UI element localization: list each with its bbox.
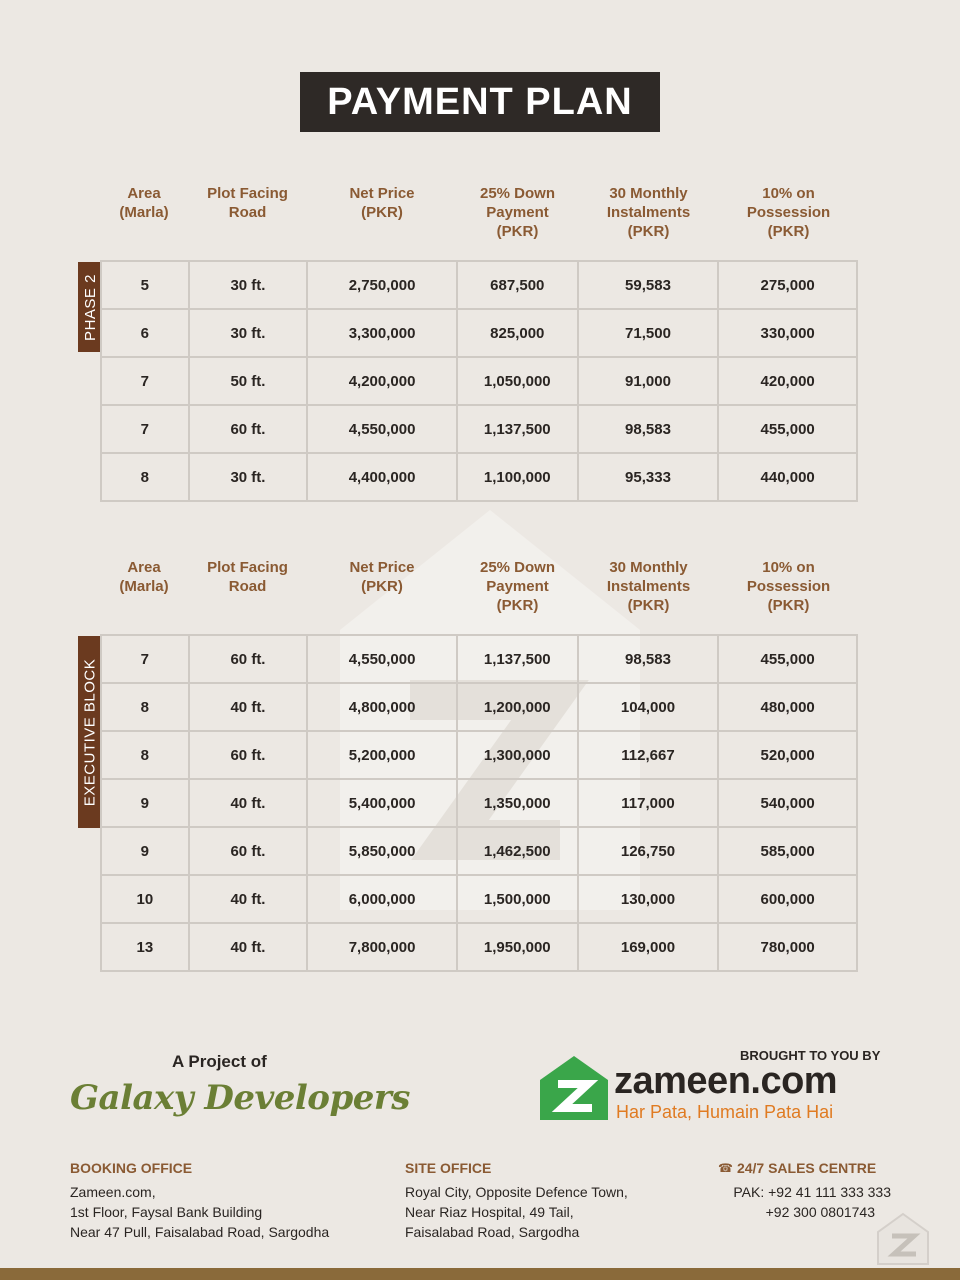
table-cell: 1,200,000 (457, 683, 578, 731)
column-header-road: Plot Facing Road (207, 185, 288, 221)
executive-column-headers (100, 558, 858, 615)
table-cell: 5,400,000 (307, 779, 457, 827)
table-cell: 7 (101, 357, 189, 405)
booking-address-line: 1st Floor, Faysal Bank Building (70, 1204, 263, 1220)
table-cell: 455,000 (718, 405, 857, 453)
table-row (101, 827, 857, 875)
zameen-corner-logo-icon (876, 1212, 930, 1266)
table-cell: 4,800,000 (307, 683, 457, 731)
table-cell: 480,000 (718, 683, 857, 731)
table-cell: 60 ft. (189, 827, 308, 875)
table-cell: 2,750,000 (307, 261, 457, 309)
table-cell: 8 (101, 731, 189, 779)
table-cell: 4,550,000 (307, 405, 457, 453)
table-row (101, 405, 857, 453)
table-cell: 126,750 (578, 827, 719, 875)
table-cell: 600,000 (718, 875, 857, 923)
table-cell: 117,000 (578, 779, 719, 827)
table-cell: 9 (101, 779, 189, 827)
table-cell: 4,550,000 (307, 635, 457, 683)
table-cell: 455,000 (718, 635, 857, 683)
table-cell: 8 (101, 683, 189, 731)
table-cell: 98,583 (578, 635, 719, 683)
table-row (101, 875, 857, 923)
table-cell: 40 ft. (189, 779, 308, 827)
brand-tagline: Har Pata, Humain Pata Hai (616, 1102, 834, 1122)
booking-office-title: BOOKING OFFICE (70, 1160, 193, 1176)
table-cell: 4,400,000 (307, 453, 457, 501)
sales-centre-title: ☎ 24/7 SALES CENTRE (718, 1160, 877, 1176)
executive-block-label: EXECUTIVE BLOCK (78, 636, 102, 828)
booking-office-address (70, 1182, 329, 1242)
table-row (101, 923, 857, 971)
table-cell: 687,500 (457, 261, 578, 309)
column-header-monthly: 30 Monthly Instalments (PKR) (606, 559, 691, 614)
table-cell: 7 (101, 635, 189, 683)
table-cell: 1,137,500 (457, 405, 578, 453)
table-cell: 275,000 (718, 261, 857, 309)
table-cell: 780,000 (718, 923, 857, 971)
developer-name: Galaxy Developers (70, 1078, 410, 1118)
table-cell: 40 ft. (189, 875, 308, 923)
phone-icon: ☎ (718, 1161, 733, 1175)
zameen-logo-icon (540, 1056, 608, 1120)
project-of-text: A Project of (172, 1052, 267, 1071)
column-header-road: Plot Facing Road (207, 559, 288, 595)
table-cell: 6,000,000 (307, 875, 457, 923)
table-cell: 1,050,000 (457, 357, 578, 405)
table-cell: 50 ft. (189, 357, 308, 405)
brand-name: zameen.com (614, 1060, 838, 1102)
table-cell: 13 (101, 923, 189, 971)
table-row (101, 309, 857, 357)
table-cell: 585,000 (718, 827, 857, 875)
column-header-area: Area (Marla) (119, 185, 169, 221)
booking-address-line: Near 47 Pull, Faisalabad Road, Sargodha (70, 1224, 330, 1240)
table-row (101, 731, 857, 779)
table-cell: 330,000 (718, 309, 857, 357)
table-cell: 130,000 (578, 875, 719, 923)
table-cell: 1,500,000 (457, 875, 578, 923)
site-address-line: Near Riaz Hospital, 49 Tail, (405, 1204, 574, 1220)
column-header-area: Area (Marla) (119, 559, 169, 595)
sales-phone-line: PAK: +92 41 111 333 333 (733, 1184, 891, 1200)
booking-address-line: Zameen.com, (70, 1184, 156, 1200)
table-cell: 95,333 (578, 453, 719, 501)
table-cell: 3,300,000 (307, 309, 457, 357)
table-cell: 104,000 (578, 683, 719, 731)
sales-centre-numbers (718, 1182, 891, 1222)
column-header-down-payment: 25% Down Payment (PKR) (479, 185, 555, 240)
table-row (101, 683, 857, 731)
table-cell: 825,000 (457, 309, 578, 357)
table-cell: 520,000 (718, 731, 857, 779)
site-address-line: Faisalabad Road, Sargodha (405, 1224, 580, 1240)
table-cell: 8 (101, 453, 189, 501)
table-cell: 5,200,000 (307, 731, 457, 779)
table-cell: 5,850,000 (307, 827, 457, 875)
table-row (101, 261, 857, 309)
table-cell: 112,667 (578, 731, 719, 779)
column-header-net-price: Net Price (PKR) (349, 559, 415, 595)
site-address-line: Royal City, Opposite Defence Town, (405, 1184, 628, 1200)
table-cell: 169,000 (578, 923, 719, 971)
table-cell: 91,000 (578, 357, 719, 405)
brought-to-you-text: BROUGHT TO YOU BY (740, 1048, 881, 1063)
table-cell: 7 (101, 405, 189, 453)
table-row (101, 357, 857, 405)
column-header-net-price: Net Price (PKR) (349, 185, 415, 221)
table-cell: 30 ft. (189, 453, 308, 501)
table-cell: 6 (101, 309, 189, 357)
table-cell: 1,137,500 (457, 635, 578, 683)
table-cell: 1,350,000 (457, 779, 578, 827)
table-cell: 1,300,000 (457, 731, 578, 779)
phase2-label: PHASE 2 (78, 262, 102, 352)
table-row (101, 635, 857, 683)
site-office-address (405, 1182, 628, 1242)
table-cell: 60 ft. (189, 731, 308, 779)
table-cell: 5 (101, 261, 189, 309)
phase2-column-headers (100, 184, 858, 241)
table-cell: 60 ft. (189, 635, 308, 683)
column-header-down-payment: 25% Down Payment (PKR) (479, 559, 555, 614)
table-cell: 1,462,500 (457, 827, 578, 875)
sales-phone-line: +92 300 0801743 (765, 1204, 875, 1220)
table-cell: 420,000 (718, 357, 857, 405)
table-cell: 59,583 (578, 261, 719, 309)
site-office-title: SITE OFFICE (405, 1160, 492, 1176)
table-cell: 440,000 (718, 453, 857, 501)
table-cell: 98,583 (578, 405, 719, 453)
table-cell: 60 ft. (189, 405, 308, 453)
table-cell: 7,800,000 (307, 923, 457, 971)
table-cell: 4,200,000 (307, 357, 457, 405)
phase2-table (100, 260, 858, 502)
executive-table (100, 634, 858, 972)
page-title: PAYMENT PLAN (300, 72, 660, 132)
table-cell: 1,100,000 (457, 453, 578, 501)
table-cell: 540,000 (718, 779, 857, 827)
table-cell: 9 (101, 827, 189, 875)
table-cell: 40 ft. (189, 923, 308, 971)
column-header-possession: 10% on Possession (PKR) (746, 185, 831, 240)
table-cell: 30 ft. (189, 309, 308, 357)
table-cell: 1,950,000 (457, 923, 578, 971)
table-row (101, 453, 857, 501)
table-row (101, 779, 857, 827)
table-cell: 10 (101, 875, 189, 923)
column-header-possession: 10% on Possession (PKR) (746, 559, 831, 614)
column-header-monthly: 30 Monthly Instalments (PKR) (606, 185, 691, 240)
table-cell: 30 ft. (189, 261, 308, 309)
table-cell: 71,500 (578, 309, 719, 357)
table-cell: 40 ft. (189, 683, 308, 731)
bottom-bar (0, 1268, 960, 1280)
